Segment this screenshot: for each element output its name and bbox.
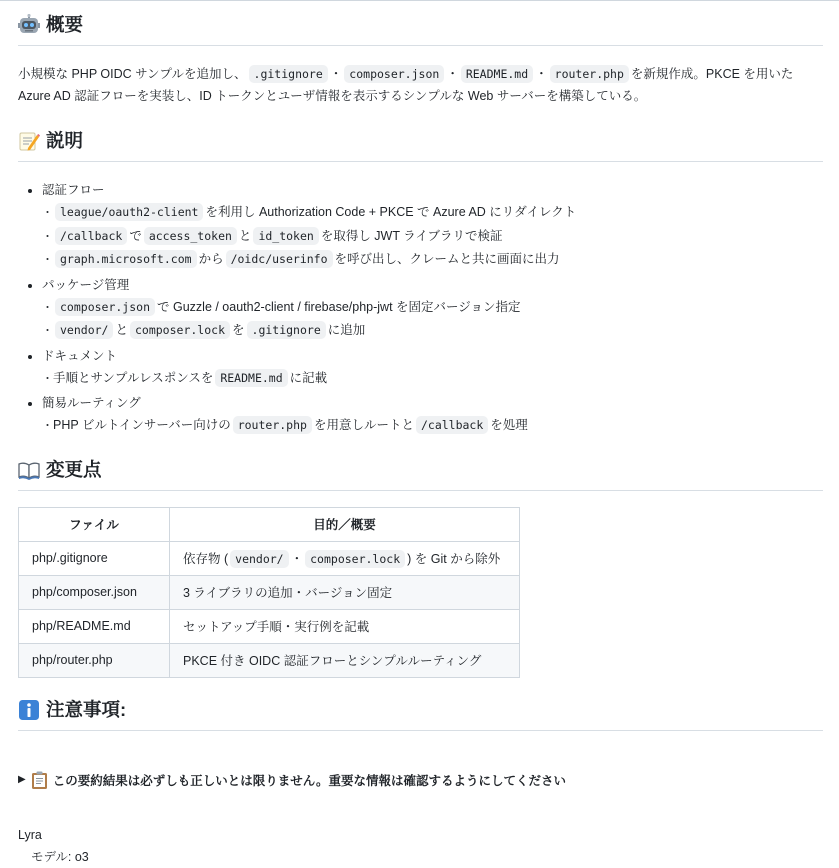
description-list — [18, 179, 823, 438]
inline-text: を処理 — [490, 418, 528, 432]
changes-heading — [18, 456, 823, 491]
sub-list — [42, 296, 823, 343]
table-row — [19, 575, 520, 609]
list-item — [42, 345, 823, 391]
file-cell: php/composer.json — [19, 575, 170, 609]
inline-text: を取得し JWT ライブラリで検証 — [320, 228, 503, 243]
inline-code: README.md — [215, 369, 287, 387]
notes-heading-text: 注意事項: — [46, 698, 127, 720]
inline-text: を用意しルートと — [313, 418, 414, 432]
model-label: モデル: o3 — [31, 849, 89, 864]
file-cell: php/README.md — [19, 609, 170, 643]
inline-text: PHP ビルトインサーバー向けの — [53, 418, 231, 432]
inline-text: に記載 — [289, 370, 328, 385]
open-book-icon — [18, 459, 40, 481]
list-item — [42, 392, 823, 438]
list-item-label: パッケージ管理 — [42, 277, 130, 292]
inline-text: に追加 — [327, 323, 366, 337]
notes-heading — [18, 696, 823, 731]
author-name: Lyra — [18, 827, 42, 842]
inline-text: ・ — [290, 552, 304, 566]
disclosure-triangle-icon[interactable]: ▶ — [18, 774, 26, 785]
inline-text: セットアップ手順・実行例を記載 — [183, 620, 370, 634]
inline-code: composer.lock — [130, 321, 230, 339]
inline-text: と — [238, 228, 252, 243]
list-item — [42, 274, 823, 343]
inline-text: ・ — [329, 67, 343, 81]
inline-code: access_token — [144, 227, 237, 245]
inline-code: vendor/ — [230, 550, 288, 568]
file-cell: php/router.php — [19, 643, 170, 677]
sub-list-item — [42, 414, 823, 438]
list-item-label: 簡易ルーティング — [42, 396, 141, 410]
inline-text: を呼び出し、クレームと共に画面に出力 — [334, 252, 560, 266]
table-row — [19, 609, 520, 643]
memo-icon — [18, 130, 40, 152]
table-row — [19, 643, 520, 677]
disclaimer-text: この要約結果は必ずしも正しいとは限りません。重要な情報は確認するようにしてください — [52, 773, 566, 788]
inline-code: router.php — [233, 416, 312, 434]
summary-heading — [18, 11, 823, 46]
description-heading-text: 説明 — [46, 130, 84, 151]
summary-heading-text: 概要 — [46, 14, 84, 35]
list-item — [42, 179, 823, 272]
inline-text: を利用し Authorization Code + PKCE で Azure AD にリダイレクト — [205, 205, 577, 219]
sub-list-item — [42, 225, 823, 249]
inline-text: と — [115, 323, 128, 337]
inline-text: で — [129, 228, 142, 243]
inline-text: で Guzzle / oauth2-client / firebase/php-jwt を固定バージョン指定 — [157, 299, 521, 314]
inline-code: README.md — [461, 65, 533, 83]
sub-list — [42, 367, 823, 391]
inline-code: .gitignore — [247, 321, 326, 339]
inline-text: 手順とサンプルレスポンスを — [53, 370, 214, 385]
inline-code: id_token — [253, 227, 318, 245]
inline-code: graph.microsoft.com — [55, 250, 197, 268]
sub-list — [42, 201, 823, 272]
inline-text: 小規模な PHP OIDC サンプルを追加し、 — [18, 67, 247, 81]
column-header-file: ファイル — [19, 507, 170, 541]
inline-code: .gitignore — [249, 65, 328, 83]
changes-table — [18, 507, 520, 678]
inline-text: ) を Git から除外 — [407, 552, 501, 566]
table-row — [19, 541, 520, 575]
sub-list-item — [42, 296, 823, 320]
changes-heading-text: 変更点 — [46, 458, 102, 480]
inline-code: league/oauth2-client — [55, 203, 203, 221]
inline-code: composer.json — [55, 298, 155, 316]
sub-list-item — [42, 248, 823, 272]
purpose-cell — [170, 575, 520, 609]
sub-list-item — [42, 319, 823, 343]
inline-code: router.php — [550, 65, 629, 83]
summary-paragraph — [18, 63, 823, 107]
sub-list — [42, 414, 823, 438]
info-icon — [18, 699, 40, 721]
inline-code: composer.json — [344, 65, 444, 83]
inline-text: を — [232, 323, 245, 337]
list-item-label: ドキュメント — [42, 348, 118, 363]
inline-text: ・ — [446, 67, 459, 81]
column-header-purpose: 目的／概要 — [170, 507, 520, 541]
purpose-cell — [170, 541, 520, 575]
disclaimer-toggle[interactable] — [18, 771, 823, 789]
inline-code: /callback — [55, 227, 127, 245]
table-header-row — [19, 507, 520, 541]
inline-text: 依存物 ( — [183, 552, 229, 566]
inline-code: vendor/ — [55, 321, 113, 339]
inline-text: PKCE 付き OIDC 認証フローとシンプルルーティング — [183, 654, 482, 668]
sub-list-item — [42, 367, 823, 391]
inline-code: /oidc/userinfo — [226, 250, 333, 268]
robot-icon — [18, 14, 40, 36]
clipboard-icon — [31, 771, 48, 789]
sub-list-item — [42, 201, 823, 225]
description-heading — [18, 127, 823, 162]
purpose-cell — [170, 643, 520, 677]
footer — [18, 824, 823, 868]
inline-code: composer.lock — [305, 550, 405, 568]
inline-text: から — [198, 252, 224, 266]
inline-text: を新規作成。PKCE を用いた Azure AD 認証フローを実装し、ID トークンとユーザ情報を表示するシンプルな Web サーバーを構築している。 — [18, 67, 794, 103]
inline-text: 3 ライブラリの追加・バージョン固定 — [183, 586, 393, 600]
list-item-label: 認証フロー — [42, 183, 105, 197]
purpose-cell — [170, 609, 520, 643]
inline-text: ・ — [535, 67, 548, 81]
file-cell: php/.gitignore — [19, 541, 170, 575]
inline-code: /callback — [416, 416, 488, 434]
